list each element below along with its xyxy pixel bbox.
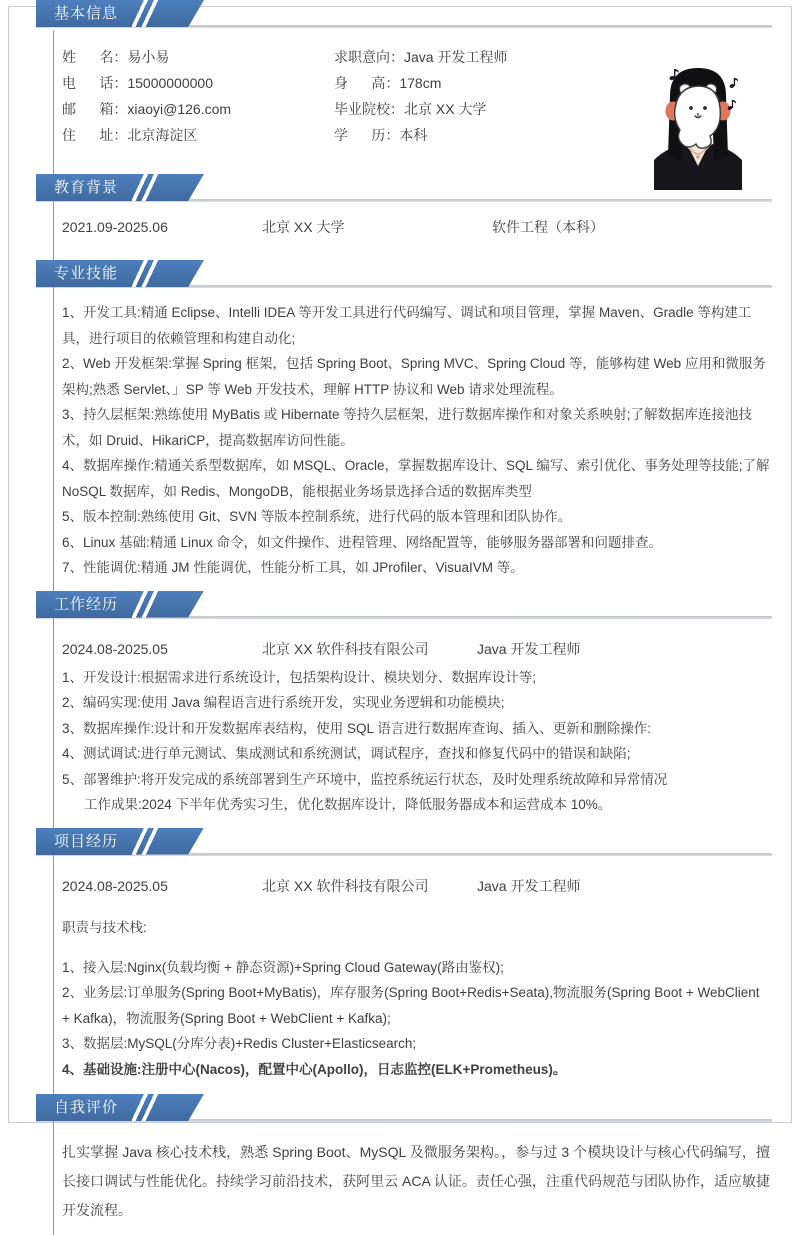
field-address-label: 住 址：: [62, 127, 128, 143]
skill-item: 6、Linux 基础:精通 Linux 命令，如文件操作、进程管理、网络配置等，能够服务器部署和问题排查。: [62, 534, 663, 550]
section-skills: [0, 260, 800, 591]
section-basic-info: [0, 0, 800, 174]
work-item: 1、开发设计:根据需求进行系统设计，包括架构设计、模块划分、数据库设计等;: [62, 669, 537, 685]
field-email: [62, 96, 334, 122]
field-school: [334, 96, 594, 122]
field-phone-label: 电 话：: [62, 75, 128, 91]
education-major: 软件工程（本科）: [492, 219, 604, 235]
skill-item: 3、持久层框架:熟练使用 MyBatis 或 Hibernate 等持久层框架，进行数据库操作和对象关系映射;了解数据库连接池技术，如 Druid、HikariCP，提高数据库访问性能。: [62, 407, 753, 448]
section-project-experience: [0, 828, 800, 1095]
header-slash-icon: [132, 174, 204, 201]
section-header-skills: [36, 260, 772, 290]
skill-item: 4、数据库操作:精通关系型数据库，如 MSQL、Oracle，掌握数据库设计、SQL 编写、索引优化、事务处理等技能;了解 NoSQL 数据库，如 Redis、MongoDB，能根据业务场景选择合适的数据库类型: [62, 458, 770, 499]
field-school-label: 毕业院校：: [334, 101, 404, 117]
section-self-evaluation: [0, 1094, 800, 1235]
field-name-value: 易小易: [127, 49, 170, 65]
field-email-label: 邮 箱：: [62, 101, 128, 117]
section-title-basic-info: 基本信息: [36, 0, 132, 27]
work-period: 2024.08-2025.05: [62, 640, 168, 657]
header-slash-icon: [132, 0, 204, 27]
project-company: 北京 XX 软件科技有限公司: [262, 877, 429, 894]
field-height: [334, 70, 594, 96]
project-role: Java 开发工程师: [477, 877, 581, 894]
field-phone: [62, 70, 334, 96]
field-job-objective: [334, 44, 594, 70]
self-evaluation-text: 扎实掌握 Java 核心技术栈，熟悉 Spring Boot、MySQL 及微服务架构。，参与过 3 个模块设计与核心代码编写，擅长接口调试与性能优化。持续学习前沿技术，获阿里云 ACA 认证。责任心强，注重代码规范与团队协作，适应敏捷开发流程。: [62, 1144, 770, 1218]
field-degree: [334, 122, 594, 148]
section-title-project-experience: 项目经历: [36, 828, 132, 855]
work-header-row: [62, 629, 770, 665]
work-item: 4、测试调试:进行单元测试、集成测试和系统测试，调试程序，查找和修复代码中的错误和缺陷;: [62, 746, 631, 761]
work-item: 3、数据库操作:设计和开发数据库表结构，使用 SQL 语言进行数据库查询、插入、更新和删除操作:: [62, 720, 652, 736]
education-row: [62, 214, 770, 240]
section-header-basic-info: [36, 0, 772, 30]
work-item: 5、部署维护:将开发完成的系统部署到生产环境中，监控系统运行状态，及时处理系统故障和异常情况: [62, 771, 668, 787]
skills-body: [0, 290, 800, 591]
field-address-value: 北京海淀区: [127, 127, 198, 143]
basic-info-right-column: [334, 44, 594, 148]
project-period: 2024.08-2025.05: [62, 877, 168, 894]
section-work-experience: [0, 591, 800, 828]
section-header-education: [36, 174, 772, 204]
work-company: 北京 XX 软件科技有限公司: [262, 640, 429, 657]
left-spine: [53, 260, 54, 591]
project-item: 1、接入层:Nginx(负载均衡 + 静态资源)+Spring Cloud Gateway(路由鉴权);: [62, 959, 504, 975]
header-slash-icon: [132, 828, 204, 855]
self-evaluation-body: [0, 1124, 800, 1235]
left-spine: [53, 591, 54, 828]
project-item: 2、业务层:订单服务(Spring Boot+MyBatis)，库存服务(Spring Boot+Redis+Seata),物流服务(Spring Boot + WebClient + Kafka)，物流服务(Spring Boot + WebClient + Kafka);: [62, 985, 760, 1026]
project-subtitle: 职责与技术栈:: [62, 920, 147, 935]
field-name-label: 姓 名：: [62, 49, 128, 65]
basic-info-body: [0, 30, 800, 174]
section-title-work-experience: 工作经历: [36, 591, 132, 618]
basic-info-left-column: [62, 44, 334, 148]
field-height-label: 身 高：: [334, 75, 400, 91]
section-header-self-evaluation: [36, 1094, 772, 1124]
header-slash-icon: [132, 591, 204, 618]
section-education: [0, 174, 800, 260]
section-header-work-experience: [36, 591, 772, 621]
profile-photo-illustration: [644, 56, 752, 190]
project-experience-body: [0, 858, 800, 1095]
work-achievement: 工作成果:2024 下半年优秀实习生，优化数据库设计，降低服务器成本和运营成本 10%。: [84, 797, 612, 812]
skill-item: 5、版本控制:熟练使用 Git、SVN 等版本控制系统，进行代码的版本管理和团队协作。: [62, 509, 572, 524]
field-address: [62, 122, 334, 148]
education-period: 2021.09-2025.06: [62, 219, 168, 235]
field-degree-label: 学 历：: [334, 127, 400, 143]
section-title-education: 教育背景: [36, 174, 132, 201]
section-title-skills: 专业技能: [36, 260, 132, 287]
profile-photo: [644, 56, 752, 190]
field-phone-value: 15000000000: [127, 75, 213, 91]
project-item: 3、数据层:MySQL(分库分表)+Redis Cluster+Elasticsearch;: [62, 1036, 417, 1051]
header-slash-icon: [132, 1094, 204, 1121]
field-job-objective-label: 求职意向：: [334, 49, 404, 65]
field-degree-value: 本科: [399, 127, 428, 143]
work-role: Java 开发工程师: [477, 640, 581, 657]
left-spine: [53, 828, 54, 1095]
field-school-value: 北京 XX 大学: [404, 101, 487, 117]
work-experience-body: [0, 621, 800, 828]
education-school: 北京 XX 大学: [262, 219, 345, 235]
work-item: 2、编码实现:使用 Java 编程语言进行系统开发，实现业务逻辑和功能模块;: [62, 695, 505, 710]
header-slash-icon: [132, 260, 204, 287]
skill-item: 7、性能调优:精通 JM 性能调优，性能分析工具，如 JProfiler、VisuaIVM 等。: [62, 560, 524, 575]
field-name: [62, 44, 334, 70]
education-body: [0, 204, 800, 260]
field-job-objective-value: Java 开发工程师: [404, 49, 508, 65]
left-spine: [53, 30, 54, 174]
skill-item: 1、开发工具:精通 Eclipse、Intelli IDEA 等开发工具进行代码编写、调试和项目管理，掌握 Maven、Gradle 等构建工具，进行项目的依赖管理和构建自动化;: [62, 305, 752, 346]
section-header-project-experience: [36, 828, 772, 858]
skill-item: 2、Web 开发框架:掌握 Spring 框架，包括 Spring Boot、Spring MVC、Spring Cloud 等，能够构建 Web 应用和微服务架构;熟悉 Servlet、」SP 等 Web 开发技术，理解 HTTP 协议和 Web 请求处理流程。: [62, 356, 766, 397]
field-email-value: xiaoyi@126.com: [127, 101, 232, 117]
project-header-row: [62, 866, 770, 902]
field-height-value: 178cm: [399, 75, 442, 91]
section-title-self-evaluation: 自我评价: [36, 1094, 132, 1121]
project-item: 4、基础设施:注册中心(Nacos)，配置中心(Apollo)，日志监控(ELK+Prometheus)。: [62, 1061, 567, 1077]
